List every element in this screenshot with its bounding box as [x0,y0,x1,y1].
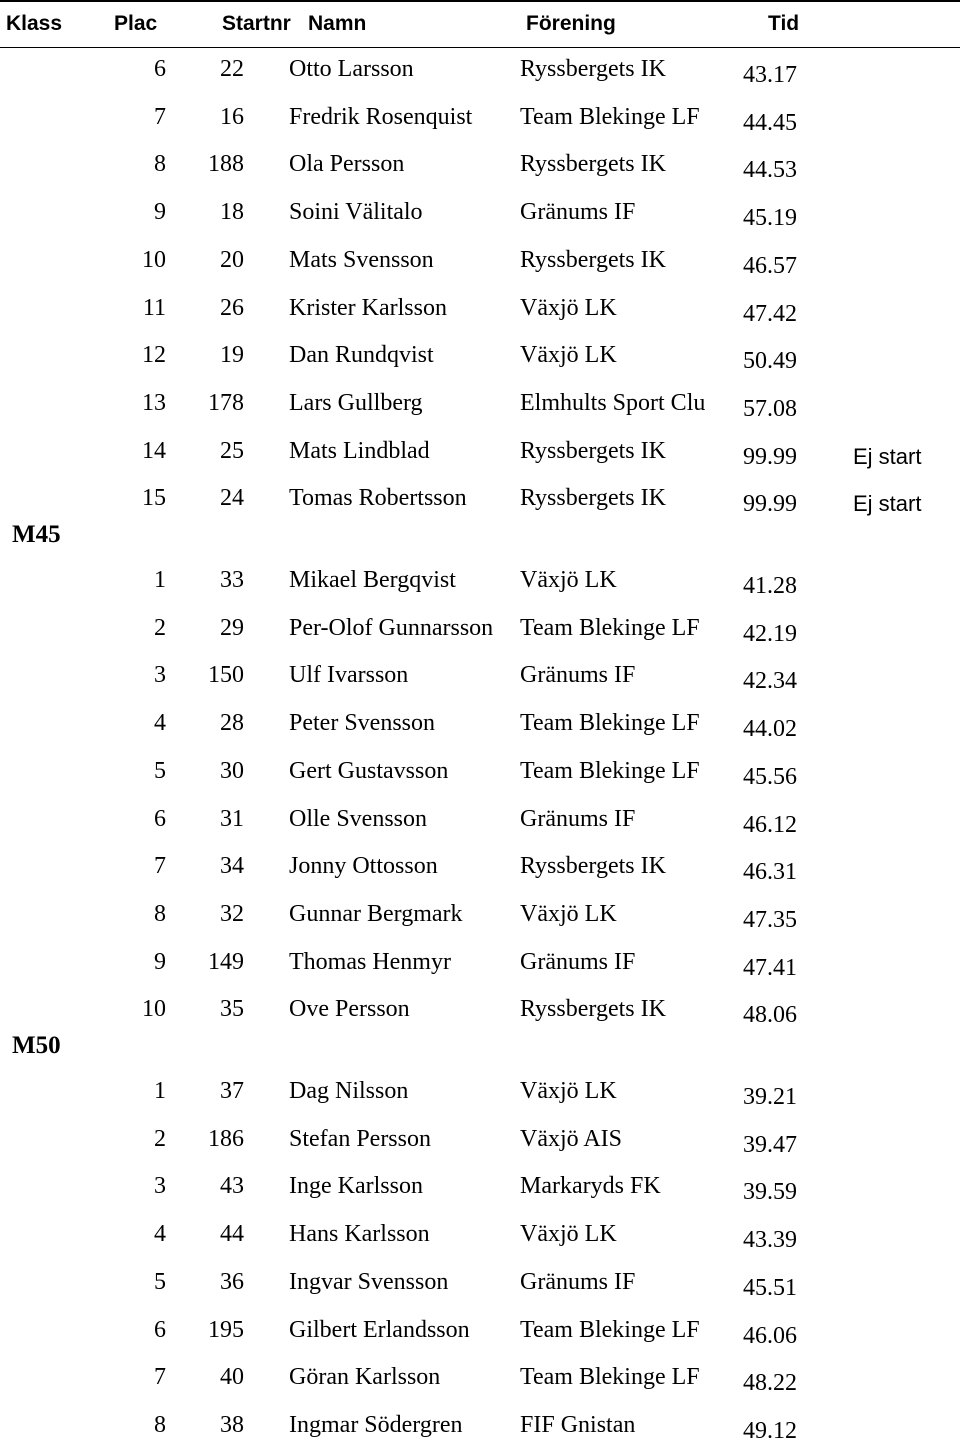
table-row [0,567,960,607]
table-row [0,615,960,655]
club-cell: Ryssbergets IK [520,438,666,464]
name-cell: Göran Karlsson [289,1364,441,1390]
club-cell: Team Blekinge LF [520,1364,700,1390]
name-cell: Ulf Ivarsson [289,662,409,688]
place-cell: 7 [154,104,166,130]
club-cell: Gränums IF [520,1269,636,1295]
time-seconds-cell: .19 [767,621,797,647]
name-cell: Gunnar Bergmark [289,901,463,927]
table-row [0,199,960,239]
time-seconds-cell: .12 [767,812,797,838]
startnr-cell: 22 [220,56,244,82]
table-row [0,295,960,335]
time-minutes-cell: 47 [743,907,767,933]
time-minutes-cell: 45 [743,764,767,790]
place-cell: 7 [154,853,166,879]
table-row [0,853,960,893]
time-seconds-cell: .19 [767,205,797,231]
table-row [0,1173,960,1213]
table-row [0,662,960,702]
time-seconds-cell: .53 [767,157,797,183]
name-cell: Ove Persson [289,996,410,1022]
startnr-cell: 178 [208,390,244,416]
club-cell: Gränums IF [520,949,636,975]
club-cell: Växjö LK [520,342,617,368]
time-seconds-cell: .06 [767,1002,797,1028]
table-row [0,1269,960,1309]
startnr-cell: 188 [208,151,244,177]
club-cell: Ryssbergets IK [520,485,666,511]
time-minutes-cell: 42 [743,668,767,694]
place-cell: 15 [142,485,166,511]
name-cell: Ingmar Södergren [289,1412,463,1438]
place-cell: 12 [142,342,166,368]
table-row [0,56,960,96]
time-minutes-cell: 39 [743,1179,767,1205]
startnr-cell: 34 [220,853,244,879]
name-cell: Otto Larsson [289,56,414,82]
time-seconds-cell: .02 [767,716,797,742]
club-cell: Ryssbergets IK [520,56,666,82]
place-cell: 6 [154,1317,166,1343]
table-header [0,0,960,48]
startnr-cell: 38 [220,1412,244,1438]
table-row [0,1364,960,1404]
table-row [0,390,960,430]
time-seconds-cell: .99 [767,444,797,470]
table-row [0,1126,960,1166]
club-cell: Växjö LK [520,1078,617,1104]
time-minutes-cell: 42 [743,621,767,647]
table-row [0,438,960,478]
time-seconds-cell: .42 [767,301,797,327]
place-cell: 10 [142,247,166,273]
time-minutes-cell: 44 [743,110,767,136]
club-cell: Elmhults Sport Clu [520,390,706,416]
club-cell: Team Blekinge LF [520,615,700,641]
table-row [0,151,960,191]
time-seconds-cell: .31 [767,859,797,885]
table-row [0,901,960,941]
time-minutes-cell: 48 [743,1002,767,1028]
place-cell: 13 [142,390,166,416]
time-seconds-cell: .35 [767,907,797,933]
name-cell: Stefan Persson [289,1126,431,1152]
time-seconds-cell: .47 [767,1132,797,1158]
place-cell: 9 [154,949,166,975]
place-cell: 8 [154,901,166,927]
header-klass: Klass [6,12,63,35]
place-cell: 6 [154,806,166,832]
table-row [0,247,960,287]
time-minutes-cell: 39 [743,1132,767,1158]
time-seconds-cell: .57 [767,253,797,279]
club-cell: Växjö LK [520,295,617,321]
place-cell: 7 [154,1364,166,1390]
header-namn: Namn [308,12,367,35]
name-cell: Jonny Ottosson [289,853,438,879]
place-cell: 3 [154,1173,166,1199]
time-minutes-cell: 45 [743,1275,767,1301]
startnr-cell: 24 [220,485,244,511]
place-cell: 10 [142,996,166,1022]
place-cell: 11 [142,295,166,321]
table-row [0,996,960,1036]
place-cell: 6 [154,56,166,82]
startnr-cell: 43 [220,1173,244,1199]
startnr-cell: 16 [220,104,244,130]
time-minutes-cell: 39 [743,1084,767,1110]
time-minutes-cell: 48 [743,1370,767,1396]
startnr-cell: 186 [208,1126,244,1152]
table-row [0,485,960,525]
time-seconds-cell: .56 [767,764,797,790]
time-seconds-cell: .34 [767,668,797,694]
startnr-cell: 28 [220,710,244,736]
place-cell: 4 [154,710,166,736]
name-cell: Mats Svensson [289,247,434,273]
time-minutes-cell: 46 [743,253,767,279]
startnr-cell: 29 [220,615,244,641]
time-seconds-cell: .45 [767,110,797,136]
name-cell: Thomas Henmyr [289,949,451,975]
place-cell: 8 [154,151,166,177]
club-cell: Gränums IF [520,199,636,225]
place-cell: 9 [154,199,166,225]
place-cell: 1 [154,567,166,593]
startnr-cell: 44 [220,1221,244,1247]
startnr-cell: 36 [220,1269,244,1295]
header-plac: Plac [114,12,158,35]
club-cell: Ryssbergets IK [520,247,666,273]
class-label: M50 [12,1032,61,1059]
time-minutes-cell: 46 [743,812,767,838]
time-seconds-cell: .21 [767,1084,797,1110]
table-row [0,1078,960,1118]
name-cell: Lars Gullberg [289,390,423,416]
name-cell: Olle Svensson [289,806,427,832]
name-cell: Dag Nilsson [289,1078,409,1104]
table-row [0,1317,960,1357]
club-cell: Ryssbergets IK [520,151,666,177]
name-cell: Mikael Bergqvist [289,567,456,593]
time-minutes-cell: 44 [743,157,767,183]
name-cell: Per-Olof Gunnarsson [289,615,494,641]
startnr-cell: 40 [220,1364,244,1390]
club-cell: Växjö LK [520,1221,617,1247]
startnr-cell: 19 [220,342,244,368]
time-seconds-cell: .22 [767,1370,797,1396]
time-minutes-cell: 41 [743,573,767,599]
time-seconds-cell: .41 [767,955,797,981]
name-cell: Ola Persson [289,151,405,177]
time-seconds-cell: .12 [767,1418,797,1444]
startnr-cell: 149 [208,949,244,975]
time-seconds-cell: .08 [767,396,797,422]
name-cell: Mats Lindblad [289,438,430,464]
club-cell: Gränums IF [520,806,636,832]
place-cell: 2 [154,1126,166,1152]
time-minutes-cell: 57 [743,396,767,422]
time-seconds-cell: .39 [767,1227,797,1253]
place-cell: 5 [154,758,166,784]
table-row [0,1221,960,1261]
club-cell: Växjö AIS [520,1126,622,1152]
name-cell: Gilbert Erlandsson [289,1317,470,1343]
time-minutes-cell: 43 [743,62,767,88]
name-cell: Gert Gustavsson [289,758,449,784]
club-cell: Team Blekinge LF [520,710,700,736]
table-row [0,104,960,144]
startnr-cell: 20 [220,247,244,273]
name-cell: Krister Karlsson [289,295,447,321]
time-seconds-cell: .49 [767,348,797,374]
time-seconds-cell: .06 [767,1323,797,1349]
place-cell: 8 [154,1412,166,1438]
name-cell: Hans Karlsson [289,1221,430,1247]
time-minutes-cell: 47 [743,955,767,981]
time-minutes-cell: 50 [743,348,767,374]
startnr-cell: 26 [220,295,244,321]
club-cell: Team Blekinge LF [520,104,700,130]
startnr-cell: 150 [208,662,244,688]
name-cell: Dan Rundqvist [289,342,434,368]
name-cell: Ingvar Svensson [289,1269,449,1295]
time-seconds-cell: .17 [767,62,797,88]
name-cell: Tomas Robertsson [289,485,467,511]
class-label: M45 [12,521,61,548]
club-cell: Ryssbergets IK [520,853,666,879]
club-cell: Ryssbergets IK [520,996,666,1022]
table-row [0,1412,960,1452]
table-row [0,342,960,382]
place-cell: 5 [154,1269,166,1295]
name-cell: Fredrik Rosenquist [289,104,473,130]
table-row [0,806,960,846]
time-minutes-cell: 99 [743,444,767,470]
startnr-cell: 31 [220,806,244,832]
place-cell: 4 [154,1221,166,1247]
place-cell: 1 [154,1078,166,1104]
startnr-cell: 33 [220,567,244,593]
note-cell: Ej start [853,491,922,516]
time-seconds-cell: .51 [767,1275,797,1301]
header-tid: Tid [768,12,800,35]
startnr-cell: 195 [208,1317,244,1343]
time-minutes-cell: 44 [743,716,767,742]
startnr-cell: 18 [220,199,244,225]
startnr-cell: 32 [220,901,244,927]
time-minutes-cell: 49 [743,1418,767,1444]
table-row [0,949,960,989]
header-forening: Förening [526,12,616,35]
time-minutes-cell: 99 [743,491,767,517]
place-cell: 2 [154,615,166,641]
time-seconds-cell: .28 [767,573,797,599]
name-cell: Peter Svensson [289,710,435,736]
club-cell: Växjö LK [520,567,617,593]
startnr-cell: 25 [220,438,244,464]
place-cell: 3 [154,662,166,688]
time-minutes-cell: 45 [743,205,767,231]
note-cell: Ej start [853,444,922,469]
startnr-cell: 35 [220,996,244,1022]
time-minutes-cell: 46 [743,859,767,885]
club-cell: Gränums IF [520,662,636,688]
header-startnr: Startnr [222,12,291,35]
startnr-cell: 30 [220,758,244,784]
name-cell: Soini Välitalo [289,199,423,225]
club-cell: Team Blekinge LF [520,758,700,784]
table-row [0,710,960,750]
time-minutes-cell: 47 [743,301,767,327]
club-cell: Markaryds FK [520,1173,661,1199]
time-minutes-cell: 43 [743,1227,767,1253]
club-cell: Team Blekinge LF [520,1317,700,1343]
name-cell: Inge Karlsson [289,1173,423,1199]
time-seconds-cell: .59 [767,1179,797,1205]
club-cell: Växjö LK [520,901,617,927]
time-minutes-cell: 46 [743,1323,767,1349]
table-row [0,758,960,798]
club-cell: FIF Gnistan [520,1412,636,1438]
startnr-cell: 37 [220,1078,244,1104]
time-seconds-cell: .99 [767,491,797,517]
place-cell: 14 [142,438,166,464]
